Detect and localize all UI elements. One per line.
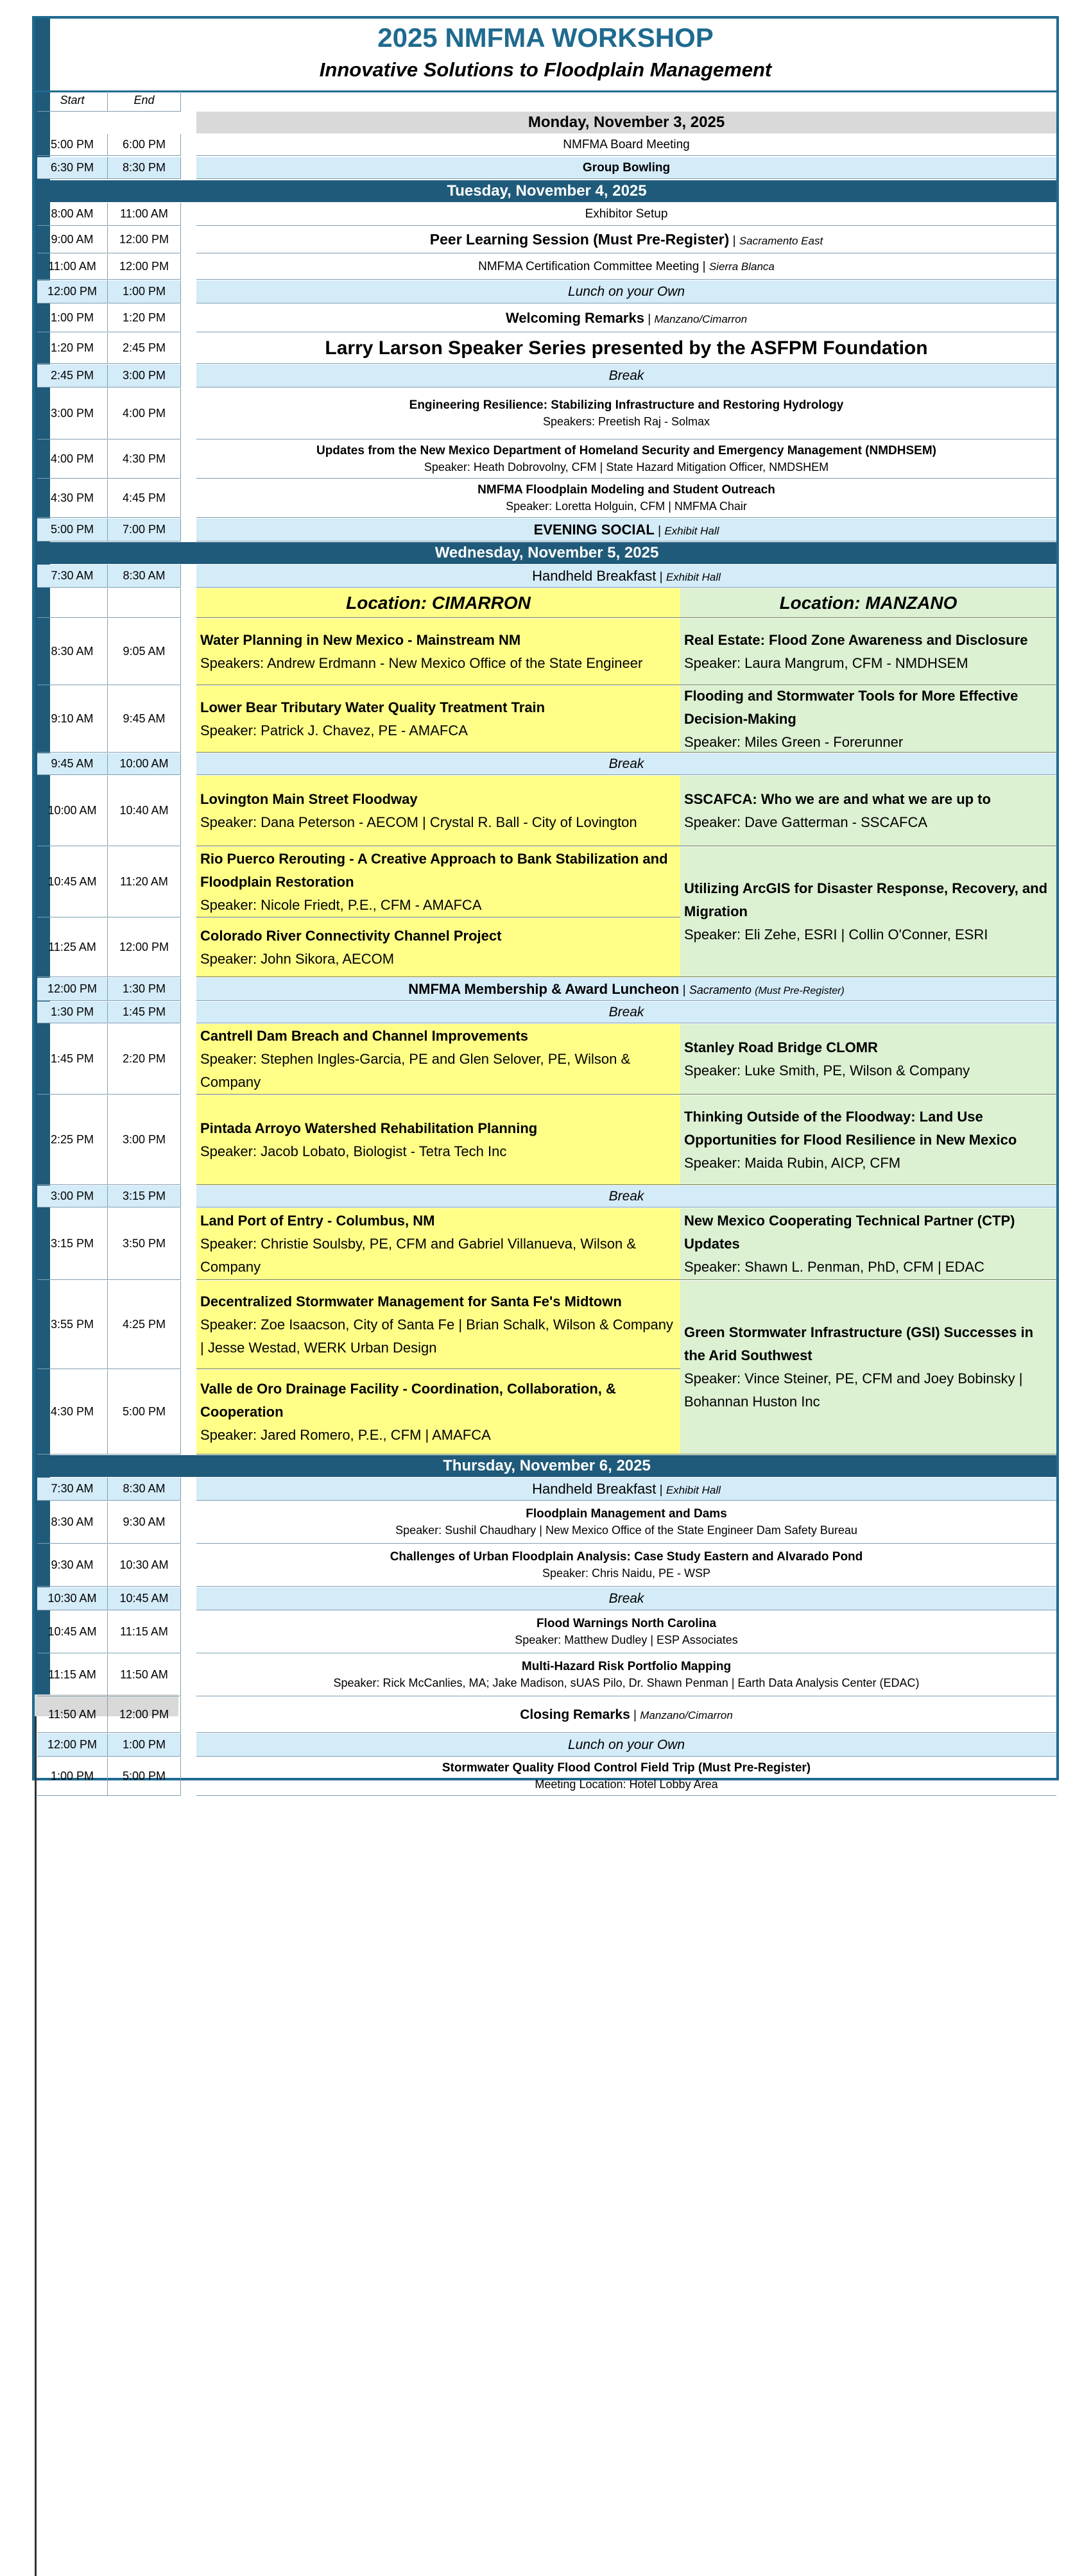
event-cell (196, 364, 1056, 388)
event-title: Break (608, 1591, 644, 1606)
event-title-line (520, 1707, 733, 1723)
event-title-line (585, 207, 668, 221)
break-row: Break (196, 753, 1056, 775)
event-title-line (532, 1481, 721, 1497)
event-title: NMFMA Board Meeting (563, 137, 690, 151)
session-speaker: Speaker: Eli Zehe, ESRI | Collin O'Conner, ESRI (684, 926, 988, 943)
separator: | (699, 259, 709, 273)
start-time: 6:30 PM (37, 157, 108, 179)
start-time: 2:45 PM (37, 364, 108, 388)
end-time: 11:00 AM (108, 203, 181, 226)
event-speaker: Speaker: Chris Naidu, PE - WSP (542, 1567, 711, 1580)
end-time: 12:00 PM (108, 918, 181, 977)
event-title-line (609, 368, 644, 384)
event-cell (196, 1697, 1056, 1733)
end-time: 11:50 AM (108, 1654, 181, 1696)
event-cell (196, 565, 1056, 588)
end-time: 7:00 PM (108, 518, 181, 542)
event-cell (196, 280, 1056, 303)
schedule-frame (32, 16, 1059, 1791)
start-time (37, 588, 108, 618)
session-title: Colorado River Connectivity Channel Project (200, 927, 502, 944)
end-time: 2:45 PM (108, 333, 181, 364)
session-speaker: Speaker: Jared Romero, P.E., CFM | AMAFCA (200, 1426, 491, 1443)
end-time: 10:00 AM (108, 753, 181, 775)
event-location: Exhibit Hall (666, 1483, 721, 1496)
event-cell (196, 1587, 1056, 1610)
end-time: 1:45 PM (108, 1002, 181, 1023)
event-title-line (442, 1761, 811, 1775)
start-time: 1:45 PM (37, 1024, 108, 1095)
event-speaker: Speaker: Loretta Holguin, CFM | NMFMA Chair (506, 500, 747, 513)
event-cell (196, 518, 1056, 542)
session-speaker: Speaker: Jacob Lobato, Biologist - Tetra Tech Inc (200, 1143, 507, 1159)
start-time: 1:00 PM (37, 1757, 108, 1796)
event-cell (196, 440, 1056, 479)
event-cell (196, 254, 1056, 280)
start-time: 11:15 AM (37, 1654, 108, 1696)
event-title: Lunch on your Own (567, 284, 685, 299)
session-card[interactable] (196, 1208, 680, 1280)
event-title: Closing Remarks (520, 1707, 630, 1722)
session-card[interactable] (680, 776, 1056, 846)
event-title: EVENING SOCIAL (533, 521, 655, 538)
session-title: Decentralized Stormwater Management for Santa Fe's Midtown (200, 1293, 622, 1309)
start-time: 9:10 AM (37, 686, 108, 753)
end-time: 9:30 AM (108, 1501, 181, 1544)
session-card[interactable] (680, 1281, 1056, 1454)
event-title: Welcoming Remarks (505, 309, 644, 326)
event-title: Break (608, 368, 644, 383)
end-time: 8:30 AM (108, 565, 181, 588)
event-title: Engineering Resilience: Stabilizing Infrastructure and Restoring Hydrology (409, 398, 844, 412)
start-time: 11:25 AM (37, 918, 108, 977)
event-cell (196, 1544, 1056, 1587)
end-time: 6:00 PM (108, 134, 181, 156)
session-title: Thinking Outside of the Floodway: Land Use Opportunities for Flood Resilience in New Mexico (684, 1108, 1017, 1148)
event-note: (Must Pre-Register) (755, 985, 845, 996)
session-card[interactable] (680, 847, 1056, 977)
session-title: Cantrell Dam Breach and Channel Improvements (200, 1027, 529, 1044)
event-title: Exhibitor Setup (585, 207, 668, 221)
end-time: 4:45 PM (108, 479, 181, 518)
event-speaker: Speaker: Heath Dobrovolny, CFM | State Hazard Mitigation Officer, NMDSHEM (424, 461, 829, 473)
session-title: SSCAFCA: Who we are and what we are up to (684, 790, 991, 807)
event-speaker: Speaker: Rick McCanlies, MA; Jake Madison, sUAS Pilo, Dr. Shawn Penman | Earth Data Analysis Center (EDAC) (333, 1676, 920, 1689)
schedule-grid (35, 19, 1056, 2576)
event-speaker: Speakers: Preetish Raj - Solmax (542, 415, 710, 428)
end-time: 8:30 PM (108, 157, 181, 179)
end-time: 12:00 PM (108, 254, 181, 280)
start-time: 3:15 PM (37, 1208, 108, 1280)
end-time: 1:00 PM (108, 280, 181, 303)
event-title-line (478, 260, 775, 274)
start-time: 8:30 AM (37, 1501, 108, 1544)
page-subtitle: Innovative Solutions to Floodplain Management (319, 58, 772, 81)
event-title: Larry Larson Speaker Series presented by the ASFPM Foundation (325, 337, 928, 359)
end-time: 11:15 AM (108, 1611, 181, 1653)
event-location: Sacramento (689, 983, 752, 996)
day-header: Tuesday, November 4, 2025 (37, 180, 1056, 202)
end-time: 8:30 AM (108, 1478, 181, 1501)
event-speaker: Speaker: Matthew Dudley | ESP Associates (515, 1633, 738, 1646)
session-card[interactable] (196, 618, 680, 685)
end-time: 11:20 AM (108, 847, 181, 917)
separator: | (729, 234, 739, 248)
end-time (108, 588, 181, 618)
start-time: 3:00 PM (37, 388, 108, 439)
start-time: 2:25 PM (37, 1095, 108, 1185)
event-title-line (506, 310, 747, 327)
separator: | (644, 312, 655, 326)
start-time: 10:00 AM (37, 776, 108, 846)
event-title: Lunch on your Own (567, 1737, 685, 1752)
session-card[interactable] (196, 1024, 680, 1095)
event-location: Exhibit Hall (664, 524, 719, 537)
event-title-line (563, 138, 689, 152)
start-time: 10:30 AM (37, 1587, 108, 1610)
separator: | (630, 1708, 640, 1722)
session-speaker: Speaker: Nicole Friedt, P.E., CFM - AMAFCA (200, 896, 482, 913)
session-card[interactable] (680, 1208, 1056, 1280)
event-title: Updates from the New Mexico Department of Homeland Security and Emergency Management (NMDHSEM) (316, 444, 936, 457)
event-cell (196, 1757, 1056, 1796)
event-title: Peer Learning Session (Must Pre-Register) (429, 231, 730, 248)
event-title: NMFMA Certification Committee Meeting (478, 259, 700, 273)
start-time: 5:00 PM (37, 134, 108, 156)
session-card[interactable] (196, 847, 680, 917)
start-time: 5:00 PM (37, 518, 108, 542)
end-time: 3:00 PM (108, 1095, 181, 1185)
start-time: 12:00 PM (37, 1734, 108, 1757)
event-title-line (537, 1617, 716, 1631)
event-title: Stormwater Quality Flood Control Field Trip (Must Pre-Register) (442, 1761, 811, 1775)
session-card[interactable] (196, 776, 680, 846)
event-title-line (390, 1550, 863, 1564)
session-card[interactable] (196, 1095, 680, 1185)
session-title: Valle de Oro Drainage Facility - Coordination, Collaboration, & Cooperation (200, 1380, 616, 1420)
end-time: 1:20 PM (108, 304, 181, 332)
separator: | (654, 524, 665, 538)
event-speaker: Meeting Location: Hotel Lobby Area (535, 1778, 718, 1791)
start-time: 11:00 AM (37, 254, 108, 280)
event-title-line (325, 337, 927, 359)
day-header: Wednesday, November 5, 2025 (37, 542, 1056, 564)
event-cell (196, 1611, 1056, 1653)
end-time: 4:00 PM (108, 388, 181, 439)
end-time: 10:40 AM (108, 776, 181, 846)
session-speaker: Speaker: Luke Smith, PE, Wilson & Company (684, 1062, 970, 1079)
event-cell (196, 226, 1056, 253)
day-header: Thursday, November 6, 2025 (37, 1455, 1056, 1477)
luncheon-row (196, 978, 1056, 1001)
session-card[interactable] (680, 1024, 1056, 1095)
start-time: 1:00 PM (37, 304, 108, 332)
event-title-line (534, 522, 719, 538)
break-row: Break (196, 1186, 1056, 1207)
event-title-line (430, 231, 823, 248)
event-title-line (316, 444, 936, 458)
end-time: 9:45 AM (108, 686, 181, 753)
event-title-line (568, 284, 685, 300)
end-time: 12:00 PM (108, 1697, 181, 1733)
start-time: 3:55 PM (37, 1281, 108, 1369)
event-title-line (609, 1591, 644, 1607)
session-title: Pintada Arroyo Watershed Rehabilitation Planning (200, 1120, 538, 1136)
session-speaker: Speaker: John Sikora, AECOM (200, 950, 395, 967)
event-speaker: Speaker: Sushil Chaudhary | New Mexico Office of the State Engineer Dam Safety Bureau (395, 1524, 857, 1537)
event-title: Handheld Breakfast (532, 1480, 657, 1497)
start-time: 4:30 PM (37, 1370, 108, 1454)
session-title: New Mexico Cooperating Technical Partner (CTP) Updates (684, 1212, 1015, 1252)
event-title-line (583, 161, 670, 175)
start-time: 3:00 PM (37, 1186, 108, 1207)
start-time: 9:00 AM (37, 226, 108, 253)
session-card[interactable] (680, 618, 1056, 685)
session-title: Rio Puerco Rerouting - A Creative Approach to Bank Stabilization and Floodplain Restoration (200, 850, 668, 890)
session-speaker: Speaker: Shawn L. Penman, PhD, CFM | EDAC (684, 1258, 984, 1275)
session-card[interactable] (680, 1095, 1056, 1185)
event-title-line (526, 1507, 727, 1521)
session-title: Stanley Road Bridge CLOMR (684, 1039, 878, 1055)
session-column-divider (35, 1716, 37, 2576)
session-card[interactable] (196, 1281, 680, 1369)
event-title: Floodplain Management and Dams (526, 1507, 727, 1521)
event-title: Multi-Hazard Risk Portfolio Mapping (521, 1660, 732, 1673)
end-time: 3:00 PM (108, 364, 181, 388)
separator: | (656, 1483, 666, 1497)
end-time: 4:30 PM (108, 440, 181, 479)
end-time: 5:00 PM (108, 1370, 181, 1454)
session-speaker: Speaker: Patrick J. Chavez, PE - AMAFCA (200, 722, 468, 738)
session-title: Lovington Main Street Floodway (200, 790, 418, 807)
event-location: Manzano/Cimarron (654, 312, 748, 325)
end-column-header: End (108, 90, 181, 112)
start-time: 9:45 AM (37, 753, 108, 775)
location-header-manzano: Location: MANZANO (680, 588, 1056, 618)
event-cell (196, 134, 1056, 156)
event-cell (196, 1654, 1056, 1696)
event-location: Sacramento East (739, 235, 823, 247)
session-card[interactable] (680, 686, 1056, 753)
event-location: Exhibit Hall (666, 570, 721, 583)
start-time: 11:50 AM (37, 1697, 108, 1733)
event-cell (196, 479, 1056, 518)
session-speaker: Speaker: Dana Peterson - AECOM | Crystal R. Ball - City of Lovington (200, 814, 637, 830)
schedule-header (35, 19, 1056, 92)
break-row: Break (196, 1002, 1056, 1023)
session-title: Land Port of Entry - Columbus, NM (200, 1212, 435, 1229)
start-time: 4:00 PM (37, 440, 108, 479)
end-time: 3:15 PM (108, 1186, 181, 1207)
session-speaker: Speakers: Andrew Erdmann - New Mexico Office of the State Engineer (200, 654, 643, 671)
session-speaker: Speaker: Vince Steiner, PE, CFM and Joey Bobinsky | Bohannan Huston Inc (684, 1370, 1023, 1410)
event-title-line (477, 483, 775, 497)
event-title: Challenges of Urban Floodplain Analysis: Case Study Eastern and Alvarado Pond (390, 1550, 863, 1564)
start-time: 1:30 PM (37, 1002, 108, 1023)
session-card[interactable] (196, 918, 680, 977)
event-title: NMFMA Floodplain Modeling and Student Outreach (477, 483, 775, 497)
start-time: 1:20 PM (37, 333, 108, 364)
end-time: 5:00 PM (108, 1757, 181, 1796)
day-header: Monday, November 3, 2025 (196, 112, 1056, 133)
session-title: Real Estate: Flood Zone Awareness and Disclosure (684, 631, 1028, 648)
session-title: Flooding and Stormwater Tools for More Effective Decision-Making (684, 687, 1018, 727)
end-time: 10:30 AM (108, 1544, 181, 1587)
session-card[interactable] (196, 686, 680, 753)
location-header-cimarron: Location: CIMARRON (196, 588, 680, 618)
session-speaker: Speaker: Christie Soulsby, PE, CFM and Gabriel Villanueva, Wilson & Company (200, 1235, 637, 1275)
start-time: 7:30 AM (37, 1478, 108, 1501)
separator: | (679, 983, 689, 997)
event-cell (196, 203, 1056, 226)
session-title: Lower Bear Tributary Water Quality Treatment Train (200, 699, 546, 715)
event-cell (196, 333, 1056, 364)
end-time: 1:00 PM (108, 1734, 181, 1757)
event-title: Group Bowling (582, 160, 671, 175)
session-speaker: Speaker: Stephen Ingles-Garcia, PE and Glen Selover, PE, Wilson & Company (200, 1050, 631, 1090)
event-cell (196, 1501, 1056, 1544)
session-speaker: Speaker: Dave Gatterman - SSCAFCA (684, 814, 928, 830)
end-time: 2:20 PM (108, 1024, 181, 1095)
event-cell (196, 157, 1056, 179)
session-speaker: Speaker: Zoe Isaacson, City of Santa Fe | Brian Schalk, Wilson & Company | Jesse Westad, WERK Urban Design (200, 1316, 673, 1356)
session-card[interactable] (196, 1370, 680, 1454)
event-cell (196, 388, 1056, 439)
event-cell (196, 1734, 1056, 1757)
end-time: 4:25 PM (108, 1281, 181, 1369)
start-time: 8:30 AM (37, 618, 108, 685)
separator: | (656, 570, 666, 584)
end-time: 9:05 AM (108, 618, 181, 685)
event-cell (196, 304, 1056, 332)
start-time: 4:30 PM (37, 479, 108, 518)
start-time: 9:30 AM (37, 1544, 108, 1587)
event-title: NMFMA Membership & Award Luncheon (408, 980, 680, 997)
start-time: 7:30 AM (37, 565, 108, 588)
event-title-line (568, 1737, 685, 1753)
event-title: Flood Warnings North Carolina (536, 1617, 717, 1630)
start-time: 8:00 AM (37, 203, 108, 226)
end-time: 12:00 PM (108, 226, 181, 253)
event-location: Manzano/Cimarron (640, 1709, 733, 1721)
end-time: 10:45 AM (108, 1587, 181, 1610)
session-title: Green Stormwater Infrastructure (GSI) Successes in the Arid Southwest (684, 1324, 1034, 1363)
event-title-line (409, 398, 844, 413)
end-time: 3:50 PM (108, 1208, 181, 1280)
start-time: 10:45 AM (37, 847, 108, 917)
event-title-line (408, 981, 845, 998)
session-title: Water Planning in New Mexico - Mainstream NM (200, 631, 521, 648)
event-location: Sierra Blanca (709, 260, 775, 273)
page-title: 2025 NMFMA WORKSHOP (377, 22, 714, 53)
event-title-line (532, 568, 721, 584)
end-time: 1:30 PM (108, 978, 181, 1001)
event-title: Handheld Breakfast (532, 567, 657, 584)
start-time: 10:45 AM (37, 1611, 108, 1653)
event-title-line (522, 1660, 731, 1674)
start-time: 12:00 PM (37, 978, 108, 1001)
event-cell (196, 1478, 1056, 1501)
start-time: 12:00 PM (37, 280, 108, 303)
session-speaker: Speaker: Miles Green - Forerunner (684, 733, 904, 750)
session-speaker: Speaker: Maida Rubin, AICP, CFM (684, 1154, 901, 1171)
session-title: Utilizing ArcGIS for Disaster Response, Recovery, and Migration (684, 880, 1048, 919)
session-speaker: Speaker: Laura Mangrum, CFM - NMDHSEM (684, 654, 968, 671)
start-column-header: Start (37, 90, 108, 112)
